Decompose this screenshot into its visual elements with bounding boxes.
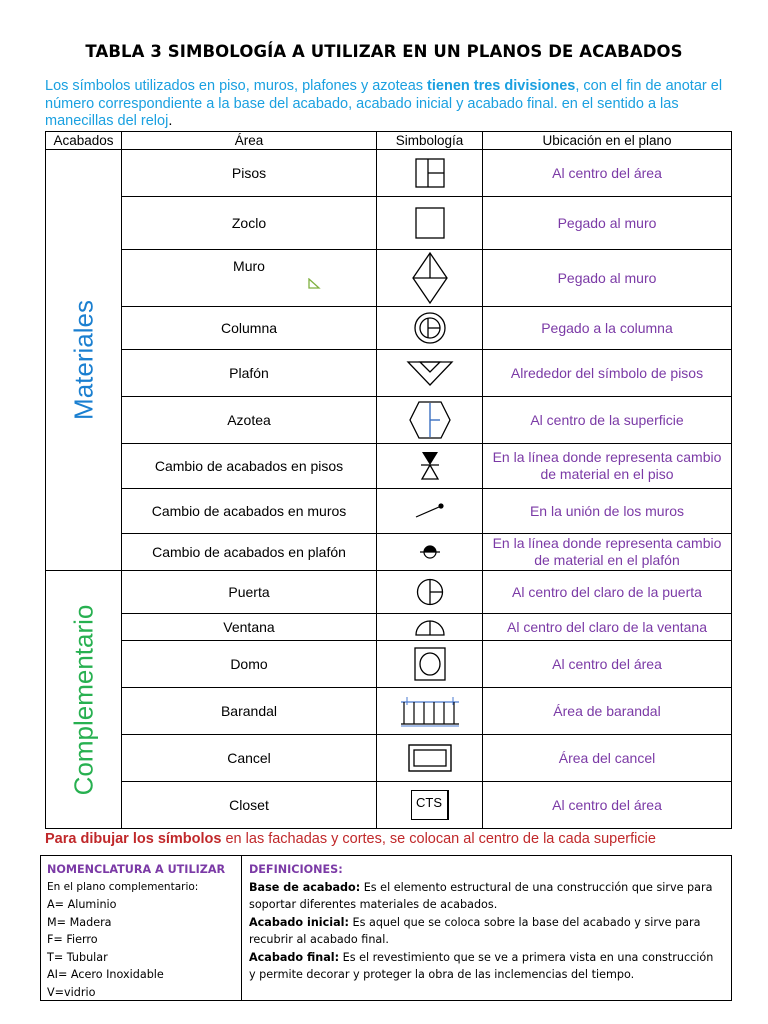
area-cell: Cambio de acabados en pisos <box>122 444 377 489</box>
nomenclature-item: F= Fierro <box>47 933 98 946</box>
definition-text: Es aquel que se coloca sobre la base del acabado y sirve para recubrir al acabado final. <box>249 915 701 946</box>
nomenclature-item: AI= Acero Inoxidable <box>47 968 164 981</box>
closet-symbol-icon <box>377 782 483 829</box>
nomenclature-item: A= Aluminio <box>47 898 117 911</box>
location-cell: Pegado a la columna <box>483 307 732 350</box>
area-cell: Zoclo <box>122 197 377 250</box>
columna-symbol-icon <box>377 307 483 350</box>
location-cell: Al centro de la superficie <box>483 397 732 444</box>
nomenclature-column <box>41 856 242 1000</box>
table-row <box>46 397 732 444</box>
table-header-row <box>46 132 732 150</box>
nomenclature-item: V=vidrio <box>47 985 96 999</box>
area-label: Muro <box>233 258 265 274</box>
triangle-mark-icon <box>307 278 321 290</box>
table-row <box>46 735 732 782</box>
table-row <box>46 489 732 534</box>
cancel-symbol-icon <box>377 735 483 782</box>
footer-text: en las fachadas y cortes, se colocan al centro de la cada superficie <box>221 831 656 847</box>
puerta-symbol-icon <box>377 571 483 614</box>
area-cell: Plafón <box>122 350 377 397</box>
table-row <box>46 641 732 688</box>
table-row <box>46 688 732 735</box>
category-materiales-label: Materiales <box>68 300 98 420</box>
category-complementario-label: Complementario <box>68 604 98 795</box>
area-cell: Cambio de acabados en plafón <box>122 534 377 571</box>
table-row <box>46 782 732 829</box>
area-cell-muro <box>122 250 377 307</box>
definition-item <box>249 879 723 914</box>
area-cell: Barandal <box>122 688 377 735</box>
table-row <box>46 150 732 197</box>
location-cell: Área del cancel <box>483 735 732 782</box>
symbology-table <box>45 131 732 829</box>
nomenclature-title: NOMENCLATURA A UTILIZAR <box>47 863 226 876</box>
definition-item <box>249 949 723 984</box>
definitions-column <box>243 856 723 1000</box>
nomenclature-subtitle: En el plano complementario: <box>47 880 199 893</box>
definition-term: Acabado final: <box>249 950 340 964</box>
header-ubicacion: Ubicación en el plano <box>483 132 732 150</box>
barandal-symbol-icon <box>377 688 483 735</box>
table-row <box>46 197 732 250</box>
area-cell: Closet <box>122 782 377 829</box>
area-cell: Domo <box>122 641 377 688</box>
cambio-muros-symbol-icon <box>377 489 483 534</box>
area-cell: Azotea <box>122 397 377 444</box>
header-area: Área <box>122 132 377 150</box>
location-cell: Pegado al muro <box>483 250 732 307</box>
closet-symbol-label: CTS <box>411 790 449 820</box>
intro-text-continued: , con el fin de anotar el número correspondiente a la base del acabado, acabado inicial y acabado final. en el sentido a las manecillas del reloj <box>45 78 723 129</box>
location-cell: Al centro del área <box>483 782 732 829</box>
location-cell: Alrededor del símbolo de pisos <box>483 350 732 397</box>
page-title: TABLA 3 SIMBOLOGÍA A UTILIZAR EN UN PLANOS DE ACABADOS <box>85 42 683 61</box>
intro-bold-text: tienen tres divisiones <box>427 78 576 94</box>
plafon-symbol-icon <box>377 350 483 397</box>
table-row <box>46 250 732 307</box>
nomenclature-item: T= Tubular <box>47 950 108 964</box>
intro-paragraph <box>45 78 735 131</box>
area-cell: Ventana <box>122 614 377 641</box>
definition-text: Es el revestimiento que se ve a primera vista en una construcción y permite decorar y proteger la obra de las inclemencias del tiempo. <box>249 950 714 981</box>
location-cell: En la unión de los muros <box>483 489 732 534</box>
footer-bold-text: Para dibujar los símbolos <box>45 831 222 847</box>
category-complementario <box>46 571 122 829</box>
location-cell: Pegado al muro <box>483 197 732 250</box>
zoclo-symbol-icon <box>377 197 483 250</box>
table-row <box>46 534 732 571</box>
cambio-plafon-symbol-icon <box>377 534 483 571</box>
category-materiales <box>46 150 122 571</box>
domo-symbol-icon <box>377 641 483 688</box>
intro-text: Los símbolos utilizados en piso, muros, plafones y azoteas <box>45 78 428 94</box>
definitions-title: DEFINICIONES: <box>249 863 343 876</box>
area-cell: Pisos <box>122 150 377 197</box>
pisos-symbol-icon <box>377 150 483 197</box>
area-cell: Puerta <box>122 571 377 614</box>
location-cell: En la línea donde representa cambio de material en el plafón <box>483 534 732 571</box>
table-row <box>46 614 732 641</box>
table-row <box>46 444 732 489</box>
ventana-symbol-icon <box>377 614 483 641</box>
intro-period: . <box>168 113 173 129</box>
table-row <box>46 307 732 350</box>
table-row <box>46 350 732 397</box>
location-cell: Al centro del área <box>483 150 732 197</box>
location-cell: En la línea donde representa cambio de material en el piso <box>483 444 732 489</box>
location-cell: Al centro del claro de la puerta <box>483 571 732 614</box>
definition-term: Acabado inicial: <box>249 915 349 929</box>
nomenclature-definitions-box <box>40 855 732 1001</box>
area-cell: Cambio de acabados en muros <box>122 489 377 534</box>
header-acabados: Acabados <box>46 132 122 150</box>
area-cell: Columna <box>122 307 377 350</box>
cambio-pisos-symbol-icon <box>377 444 483 489</box>
location-cell: Al centro del claro de la ventana <box>483 614 732 641</box>
definition-term: Base de acabado: <box>249 880 361 894</box>
footer-note <box>45 831 656 847</box>
definition-text: Es el elemento estructural de una construcción que sirve para soportar diferentes materiales de acabados. <box>249 880 713 911</box>
muro-symbol-icon <box>377 250 483 307</box>
table-row <box>46 571 732 614</box>
location-cell: Al centro del área <box>483 641 732 688</box>
nomenclature-item: M= Madera <box>47 915 112 929</box>
azotea-symbol-icon <box>377 397 483 444</box>
location-cell: Área de barandal <box>483 688 732 735</box>
definition-item <box>249 914 723 949</box>
header-simbologia: Simbología <box>377 132 483 150</box>
area-cell: Cancel <box>122 735 377 782</box>
